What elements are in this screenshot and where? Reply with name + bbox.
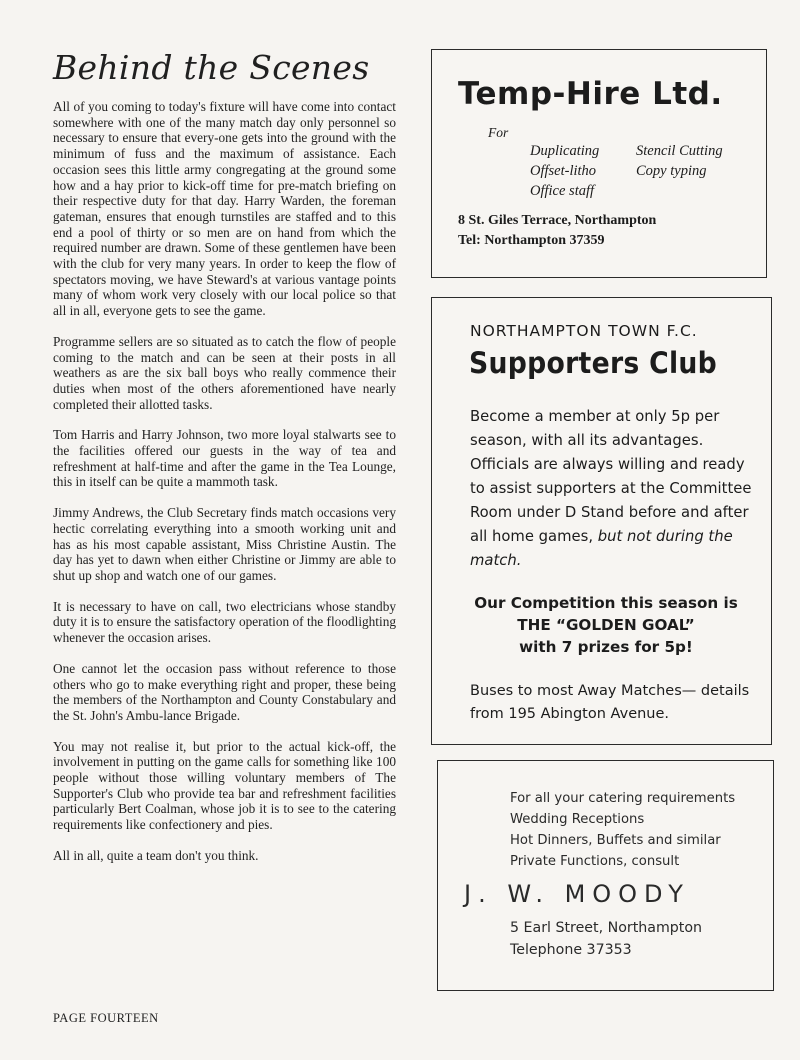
- moody-name: J. W. MOODY: [464, 880, 690, 908]
- article-paragraph: You may not realise it, but prior to the actual kick-off, the involvement in putting on the game calls for something like 100 people without those willing voluntary members of The Supporter's Club who provide tea bar and refreshment facilities particularly Bert Coalman, whose job it is to see to the catering requirements like confectionery and pies.: [53, 738, 396, 833]
- article-paragraph: One cannot let the occasion pass without reference to those others who go to make everything right and proper, these being the members of the Northampton and County Constabulary and the St. John's Ambu-lance Brigade.: [53, 660, 396, 723]
- competition-text: [456, 592, 756, 658]
- article-title: Behind the Scenes: [53, 48, 370, 87]
- moody-address: 5 Earl Street, Northampton: [510, 920, 703, 936]
- article-paragraph: It is necessary to have on call, two electricians whose standby duty it is to ensure the satisfactory operation of the floodlighting whenever the occasion arises.: [53, 598, 396, 646]
- service-item: Office staff: [530, 183, 595, 199]
- membership-text: [470, 405, 755, 573]
- buses-text: Buses to most Away Matches— details from 195 Abington Avenue.: [470, 683, 750, 722]
- article-paragraph: All of you coming to today's fixture will have come into contact somewhere with one of the many match day only personnel so necessary to ensure that every-one gets into the ground with the minimum of fuss and the maximum of assistance. Each occasion sees this little army congregating at the ground some how and a hay prior to kick-off time for pre-match briefing on their respective duty for that day. Harry Warden, the foreman gateman, ensures that enough turnstiles are staffed and to this end a pool of thirty or so men are on hand from which the required number are drawn. Some of these gentlemen have been with the club for very many years. In order to keep the flow of spectators moving, we have Steward's at various vantage points many of whom work very closely with our local police so that all in all, everyone gets to see the game.: [53, 99, 396, 319]
- competition-line: with 7 prizes for 5p!: [519, 638, 693, 656]
- service-item: Stencil Cutting: [636, 143, 723, 159]
- competition-line: Our Competition this season is: [474, 594, 738, 612]
- catering-line: Wedding Receptions: [510, 812, 645, 827]
- temp-hire-tel: Tel: Northampton 37359: [458, 233, 605, 248]
- catering-line: For all your catering requirements: [510, 791, 736, 806]
- catering-services: [510, 788, 735, 872]
- supporters-club-title: Supporters Club: [469, 346, 718, 380]
- article-paragraph: Tom Harris and Harry Johnson, two more loyal stalwarts see to the facilities offered our guests in the way of tea and refreshment at half-time and after the game in the Tea Lounge, this in itself can be quite a mammoth task.: [53, 427, 396, 490]
- article-paragraph: Jimmy Andrews, the Club Secretary finds match occasions very hectic correlating everything into a smooth working unit and has as his most capable assistant, Miss Christine Austin. The day has yet to dawn when either Christine or Jimmy are able to shut up shop and watch one of our games.: [53, 505, 396, 583]
- competition-line: THE “GOLDEN GOAL”: [517, 616, 695, 634]
- service-item: Copy typing: [636, 163, 707, 179]
- temp-hire-for-label: For: [488, 125, 509, 140]
- service-item: Duplicating: [530, 143, 600, 159]
- temp-hire-address: 8 St. Giles Terrace, Northampton: [458, 213, 657, 228]
- article-paragraph: All in all, quite a team don't you think.: [53, 847, 259, 863]
- membership-note: but not during the match.: [470, 528, 733, 569]
- moody-contact: [510, 917, 702, 961]
- temp-hire-services-right: [636, 141, 723, 181]
- supporters-club-advert: [431, 297, 772, 745]
- service-item: Offset-litho: [530, 163, 597, 179]
- article-paragraph: Programme sellers are so situated as to catch the flow of people coming to the match and can be seen at their posts in all weathers as are the six ball boys who really commence their duties when most of the others aforementioned have nearly completed their allotted tasks.: [53, 333, 396, 412]
- catering-line: Private Functions, consult: [510, 854, 680, 869]
- catering-line: Hot Dinners, Buffets and similar: [510, 833, 721, 848]
- moody-phone: Telephone 37353: [510, 942, 632, 958]
- temp-hire-advert: [431, 49, 767, 278]
- membership-body: Become a member at only 5p per season, with all its advantages. Officials are always willing and ready to assist supporters at the Committee Room under D Stand before and after all home games,: [470, 408, 752, 545]
- moody-catering-advert: [437, 760, 774, 991]
- temp-hire-contact: [458, 211, 656, 251]
- club-name: NORTHAMPTON TOWN F.C.: [470, 322, 698, 340]
- page-number: PAGE FOURTEEN: [53, 1011, 159, 1025]
- temp-hire-name: Temp-Hire Ltd.: [458, 76, 723, 112]
- temp-hire-services-left: [530, 141, 599, 201]
- article: [53, 48, 396, 879]
